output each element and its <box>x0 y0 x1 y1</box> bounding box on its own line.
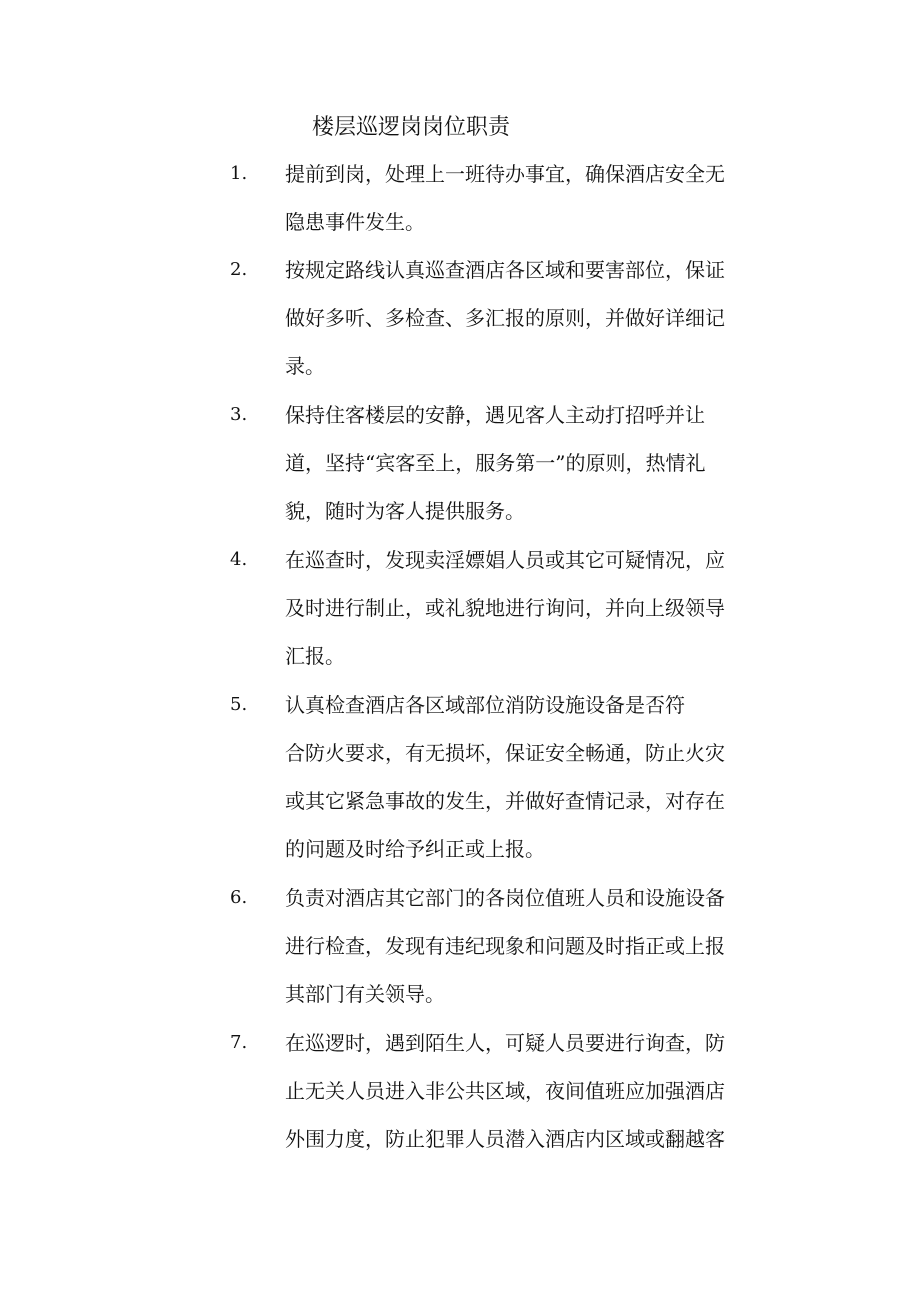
list-item-line: 汇报。 <box>285 644 345 668</box>
list-item-line: 按规定路线认真巡查酒店各区域和要害部位，保证 <box>285 258 725 282</box>
list-item-line: 止无关人员进入非公共区域，夜间值班应加强酒店 <box>285 1079 725 1103</box>
list-item-number: 3. <box>230 404 248 425</box>
list-item-number: 5. <box>230 694 248 715</box>
list-item-line: 在巡查时，发现卖淫嫖娼人员或其它可疑情况，应 <box>285 548 725 572</box>
list-item-line: 外围力度，防止犯罪人员潜入酒店内区域或翻越客 <box>285 1127 725 1151</box>
list-item-line: 提前到岗，处理上一班待办事宜，确保酒店安全无 <box>285 162 725 186</box>
list-item-line: 合防火要求，有无损坏，保证安全畅通，防止火灾 <box>285 741 725 765</box>
list-item-number: 1. <box>230 163 248 184</box>
list-item-line: 貌，随时为客人提供服务。 <box>285 499 525 523</box>
list-item-line: 或其它紧急事故的发生，并做好查情记录，对存在 <box>285 789 725 813</box>
list-item-line: 认真检查酒店各区域部位消防设施设备是否符 <box>285 693 685 717</box>
list-item-line: 其部门有关领导。 <box>285 982 445 1006</box>
list-item-number: 2. <box>230 259 248 280</box>
list-item-number: 7. <box>230 1032 248 1053</box>
list-item-line: 进行检查，发现有违纪现象和问题及时指正或上报 <box>285 934 725 958</box>
list-item-line: 保持住客楼层的安静，遇见客人主动打招呼并让 <box>285 403 705 427</box>
list-item-line: 隐患事件发生。 <box>285 210 425 234</box>
page-title: 楼层巡逻岗岗位职责 <box>312 115 511 140</box>
list-item-line: 的问题及时给予纠正或上报。 <box>285 837 545 861</box>
list-item-line: 在巡逻时，遇到陌生人，可疑人员要进行询查，防 <box>285 1031 725 1055</box>
list-item-line: 道，坚持“宾客至上，服务第一”的原则，热情礼 <box>285 451 706 475</box>
list-item-number: 6. <box>230 887 248 908</box>
list-item-line: 及时进行制止，或礼貌地进行询问，并向上级领导 <box>285 596 725 620</box>
list-item-number: 4. <box>230 549 248 570</box>
list-item-line: 录。 <box>285 354 325 378</box>
list-item-line: 负责对酒店其它部门的各岗位值班人员和设施设备 <box>285 886 725 910</box>
list-item-line: 做好多听、多检查、多汇报的原则，并做好详细记 <box>285 306 725 330</box>
